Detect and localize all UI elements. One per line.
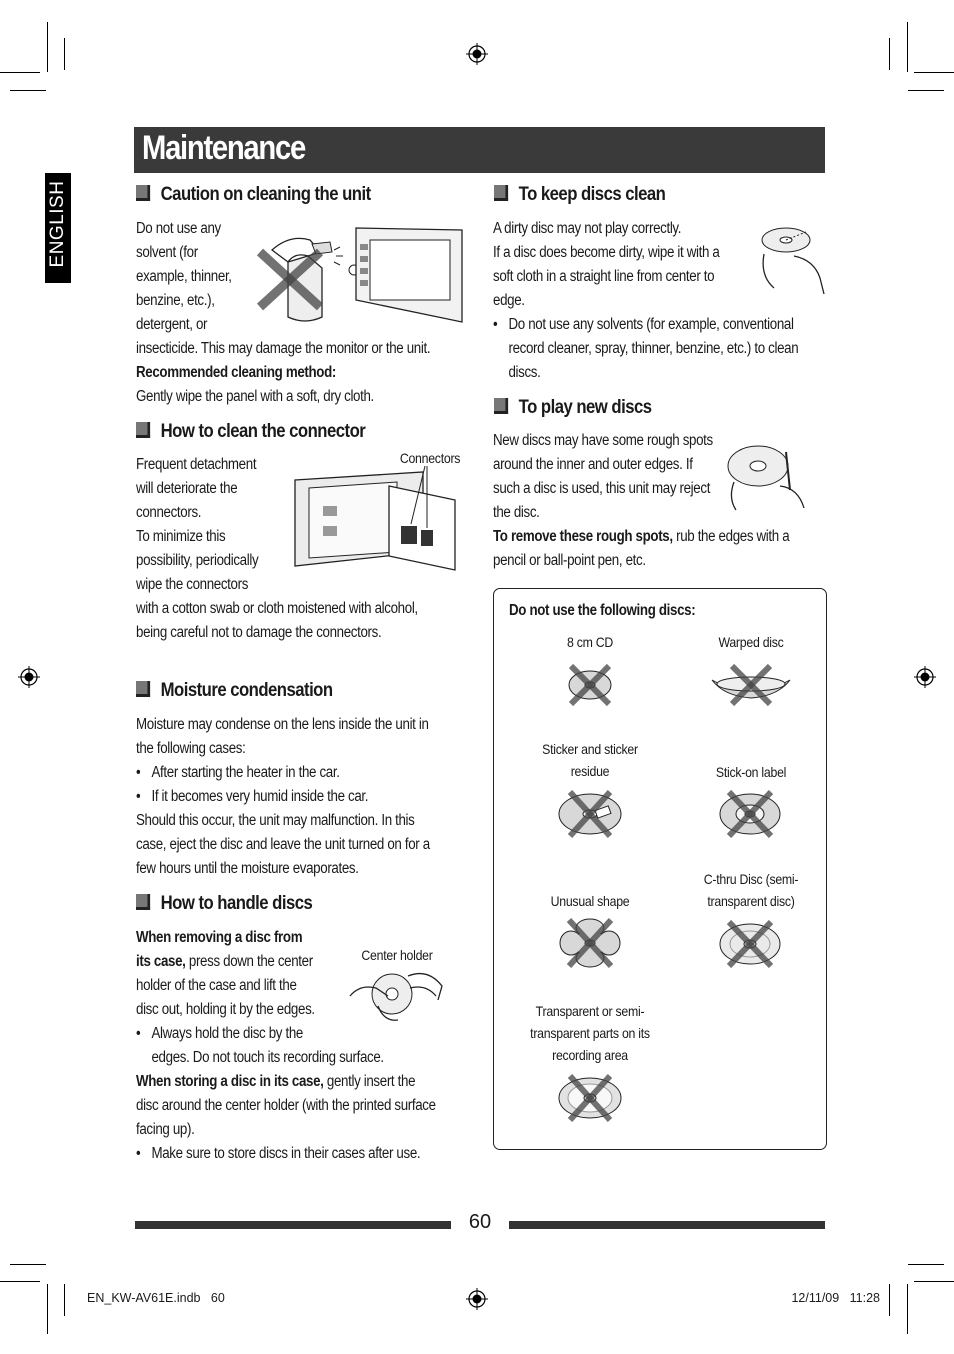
page-rule-right [509,1221,825,1229]
page-rule-left [135,1221,451,1229]
flower-disc-icon [559,918,621,968]
footer-file: EN_KW-AV61E.indb 60 [87,1291,225,1305]
keep-clean-text: A dirty disc may not play correctly. If a disc does become dirty, wipe it with a soft cloth in a straight line from center to edge. • Do not use any solvents (for example, conventional record cleaner, spray, thinner, benzine, etc.) to clean discs. [493,217,798,385]
section-heading-keep-clean: To keep discs clean [494,184,665,206]
section-heading-handle-discs: How to handle discs [136,893,312,915]
connectors-label: Connectors [399,450,461,466]
page-title: Maintenance [142,129,305,167]
registration-mark-icon [466,43,488,65]
disc-label-cthru: C-thru Disc (semi- transparent disc) [703,871,799,909]
disc-label-transparent: Transparent or semi- transparent parts on its recording area [530,1003,650,1063]
disc-case-hand-illustration [348,966,446,1024]
transparent-disc-icon [556,1074,624,1122]
heading-square-icon [494,398,508,414]
new-discs-text: New discs may have some rough spots around the inner and outer edges. If such a disc is used, this unit may reject the disc. To remove these rough spots, rub the edges with a pencil or ball-point pen, etc. [493,432,790,569]
section-heading-connector: How to clean the connector [136,421,365,443]
moisture-text: Moisture may condense on the lens inside the unit in the following cases: • After starting the heater in the car. • If it becomes very humid inside the car. Should this occur, the unit may malfunction. In this case, eject the disc and leave the unit turned on for a few hours until the moisture evaporates. [136,713,430,881]
title-bar [134,127,825,173]
sticker-disc-icon [556,790,624,838]
disc-label-8cm: 8 cm CD [566,634,614,650]
pencil-edge-illustration [724,434,816,512]
disc-label-sticker: Sticker and sticker residue [542,741,638,779]
handle-text: When removing a disc from its case, press down the center holder of the case and lift the disc out, holding it by the edges. • Always hold the disc by the edges. Do not touch its recording surface. When storing a disc in its case, gently insert the disc around the center holder (with the printed surface facing up). • Make sure to store discs in their cases after use. [136,926,436,1166]
registration-mark-icon [914,666,936,688]
discs-box-heading: Do not use the following discs: [509,602,696,619]
page-number: 60 [468,1211,492,1233]
small-cd-icon [563,662,617,708]
heading-square-icon [136,185,150,201]
warped-disc-icon [708,662,794,708]
center-holder-label: Center holder [361,947,433,963]
section-heading-new-discs: To play new discs [494,397,652,419]
connector-illustration [293,466,463,572]
heading-square-icon [136,422,150,438]
connector-text: Frequent detachment will deteriorate the connectors. To minimize this possibility, periodically wipe the connectors with a cotton swab or cloth moistened with alcohol, being careful not to damage the connectors. [136,456,418,641]
disc-label-warped: Warped disc [718,634,784,650]
cthru-disc-icon [717,920,783,968]
heading-square-icon [494,185,508,201]
disc-label-unusual: Unusual shape [550,893,630,909]
disc-label-stick-on: Stick-on label [715,764,787,780]
caution-text: Do not use any solvent (for example, thinner, benzine, etc.), detergent, or insecticide. This may damage the monitor or the unit. Recommended cleaning method: Gently wipe the panel with a soft, dry cloth. [136,220,431,405]
heading-square-icon [136,894,150,910]
registration-mark-icon [466,1288,488,1310]
section-heading-caution: Caution on cleaning the unit [136,184,371,206]
section-heading-moisture: Moisture condensation [136,680,333,702]
registration-mark-icon [18,666,40,688]
spray-cleaning-illustration [250,222,465,327]
heading-square-icon [136,681,150,697]
label-disc-icon [717,790,783,838]
footer-timestamp: 12/11/09 11:28 [791,1291,880,1305]
language-label: ENGLISH [47,180,68,268]
wiping-disc-illustration [754,220,828,298]
language-tab [45,173,71,283]
